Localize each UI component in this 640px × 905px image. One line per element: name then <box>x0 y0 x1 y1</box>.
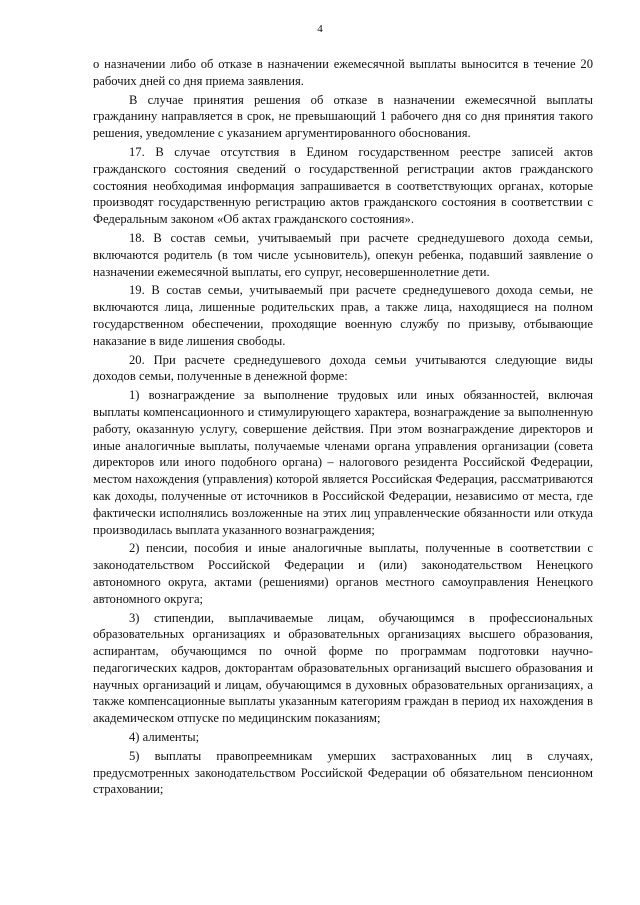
paragraph-refusal-notice: В случае принятия решения об отказе в назначении ежемесячной выплаты гражданину направляется в срок, не превышающий 1 рабочего дня со дня принятия такого решения, уведомление с указанием аргументированного обоснования. <box>93 92 593 141</box>
document-body <box>93 56 593 800</box>
paragraph-decision-term: о назначении либо об отказе в назначении ежемесячной выплаты выносится в течение 20 рабочих дней со дня приема заявления. <box>93 57 593 88</box>
list-item-4: 4) алименты; <box>129 730 200 745</box>
paragraph-19: 19. В состав семьи, учитываемый при расчете среднедушевого дохода семьи, не включаются лица, лишенные родительских прав, а также лица, находящиеся на полном государственном обеспечении, проходящие военную службу по призыву, отбывающие наказание в виде лишения свободы. <box>93 283 593 348</box>
list-item-3: 3) стипендии, выплачиваемые лицам, обучающимся в профессиональных образовательных организациях и образовательных организациях высшего образования, аспирантам, обучающимся по очной форме по программам подготовки научно-педагогических кадров, докторантам образовательных организаций высшего образования и научных организаций и лицам, обучающимся в духовных образовательных организациях, а также компенсационные выплаты указанным категориям граждан в период их нахождения в академическом отпуске по медицинским показаниям; <box>93 610 593 726</box>
paragraph-17: 17. В случае отсутствия в Едином государственном реестре записей актов гражданского состояния сведений о государственной регистрации актов гражданского состояния необходимая информация запрашивается в соответствующих органах, которые производят государственную регистрацию актов гражданского состояния в соответствии с Федеральным законом «Об актах гражданского состояния». <box>93 144 593 227</box>
page-number: 4 <box>317 23 323 35</box>
list-item-1: 1) вознаграждение за выполнение трудовых или иных обязанностей, включая выплаты компенсационного и стимулирующего характера, вознаграждение за выполненную работу, оказанную услугу, совершение действия. При этом вознаграждение директоров и иные аналогичные выплаты, получаемые членами органа управления организации (совета директоров или иного подобного органа) – налогового резидента Российской Федерации, местом нахождения (управления) которой является Российская Федерация, рассматриваются как доходы, полученные от источников в Российской Федерации, независимо от места, где фактически исполнялись возложенные на этих лиц управленческие обязанности или откуда производилась выплата указанного вознаграждения; <box>93 388 593 537</box>
list-item-2: 2) пенсии, пособия и иные аналогичные выплаты, полученные в соответствии с законодательством Российской Федерации и (или) законодательством Ненецкого автономного округа, актами (решениями) органов местного самоуправления Ненецкого автономного округа; <box>93 541 593 606</box>
paragraph-20: 20. При расчете среднедушевого дохода семьи учитываются следующие виды доходов семьи, полученные в денежной форме: <box>93 352 593 384</box>
list-item-5: 5) выплаты правопреемникам умерших застрахованных лиц в случаях, предусмотренных законодательством Российской Федерации об обязательном пенсионном страховании; <box>93 748 593 797</box>
paragraph-18: 18. В состав семьи, учитываемый при расчете среднедушевого дохода семьи, включаются родитель (в том числе усыновитель), опекун ребенка, подавший заявление о назначении ежемесячной выплаты, его супруг, несовершеннолетние дети. <box>93 230 593 279</box>
